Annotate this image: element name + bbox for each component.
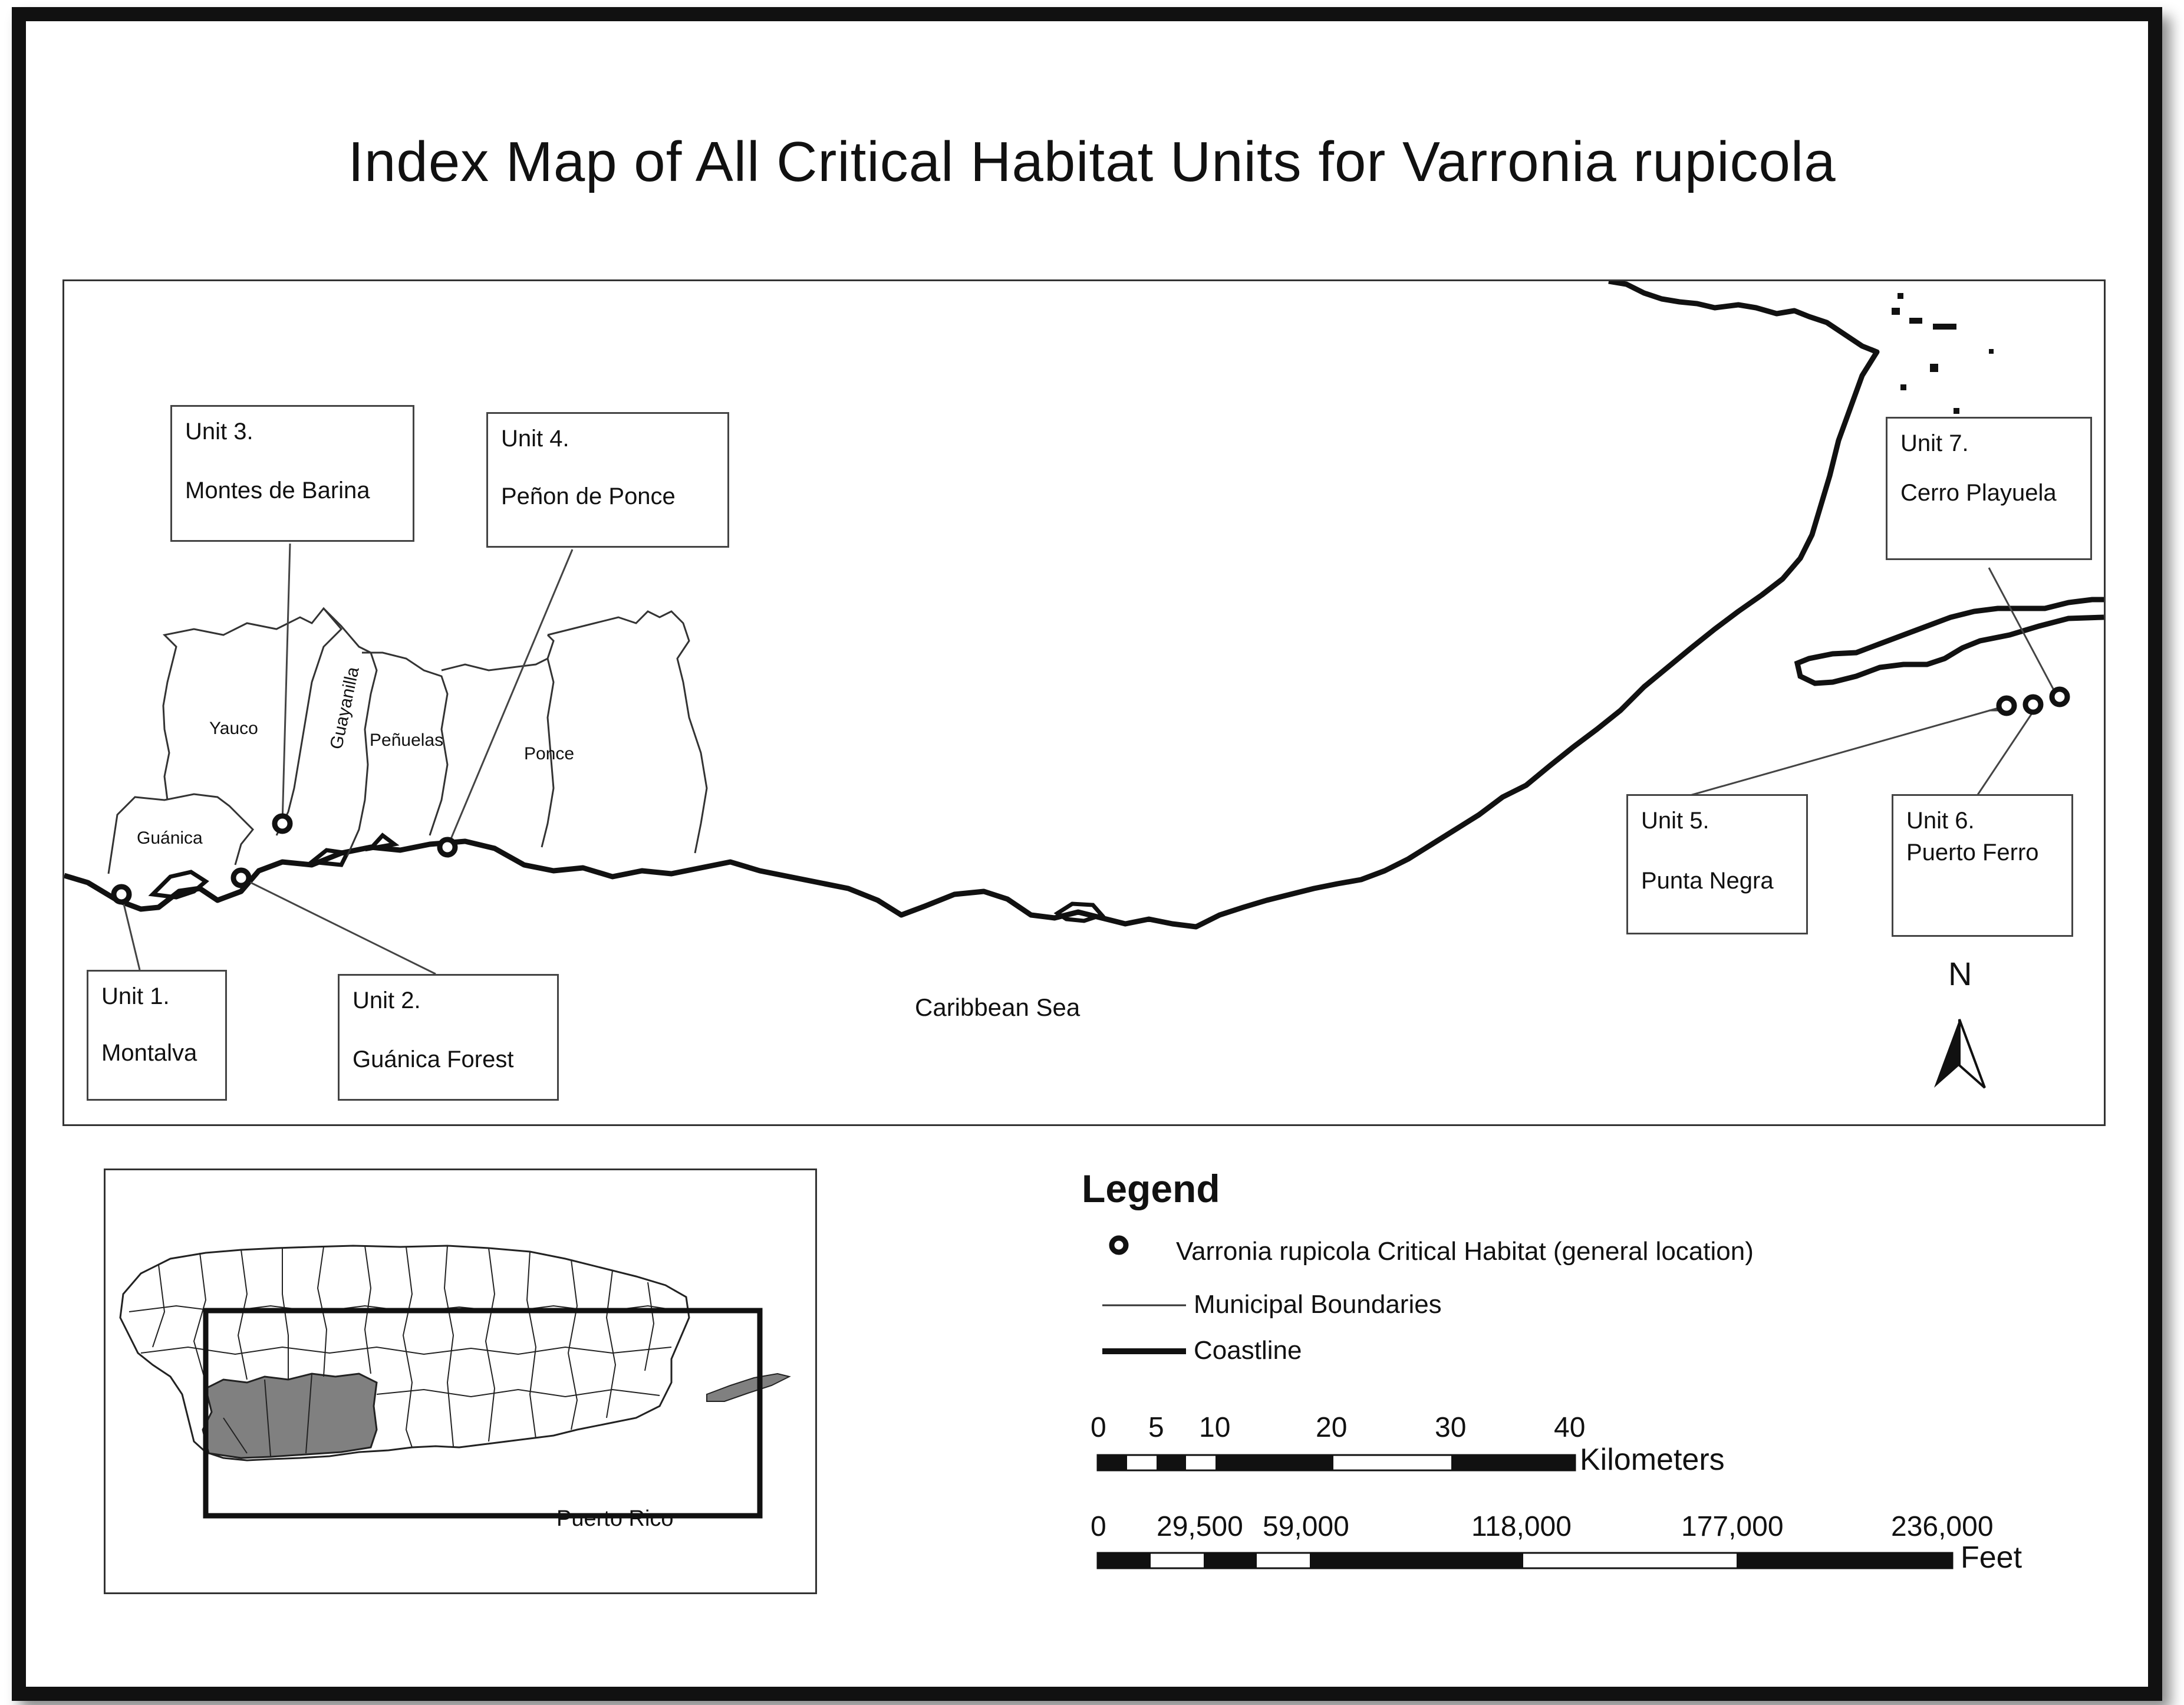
inset-vieques (707, 1374, 789, 1401)
municipality-label-yauco: Yauco (209, 719, 258, 738)
km-tick-20: 20 (1316, 1412, 1348, 1443)
unit-name: Punta Negra (1641, 868, 1774, 894)
ft-tick-59000: 59,000 (1263, 1511, 1349, 1542)
municipality-label-ponce: Ponce (524, 744, 575, 763)
unit-label-6 (1892, 794, 2073, 937)
km-scale-bar (1096, 1453, 1580, 1474)
coastline (64, 281, 1877, 927)
unit-id: Unit 6. (1906, 808, 1975, 834)
unit-label-4 (486, 412, 729, 548)
habitat-point-unit-4 (440, 840, 455, 855)
feet-scale-bar (1096, 1551, 1957, 1572)
habitat-point-icon (1112, 1238, 1126, 1252)
habitat-point-unit-1 (114, 887, 129, 902)
inset-highlight (203, 1374, 377, 1458)
unit-name: Guánica Forest (353, 1046, 514, 1072)
inset-canvas (106, 1170, 815, 1592)
unit-id: Unit 4. (501, 426, 569, 452)
ft-tick-29500: 29,500 (1157, 1511, 1243, 1542)
km-tick-40: 40 (1554, 1412, 1586, 1443)
km-tick-30: 30 (1435, 1412, 1467, 1443)
legend-label-habitat: Varronia rupicola Critical Habitat (general location) (1176, 1237, 1754, 1266)
unit-id: Unit 5. (1641, 808, 1709, 834)
unit-name: Peñon de Ponce (501, 483, 676, 509)
unit-name: Cerro Playuela (1900, 480, 2057, 506)
inset-map (104, 1169, 817, 1594)
island (1797, 600, 2104, 683)
municipality-label-penuelas: Peñuelas (370, 730, 444, 750)
ft-tick-0: 0 (1091, 1511, 1106, 1542)
km-unit-label: Kilometers (1580, 1443, 1725, 1477)
unit-name: Montes de Barina (185, 478, 370, 503)
ft-tick-177000: 177,000 (1681, 1511, 1784, 1542)
ft-tick-118000: 118,000 (1471, 1511, 1572, 1542)
unit-id: Unit 7. (1900, 430, 1969, 456)
habitat-point-unit-5 (1999, 698, 2014, 713)
unit-name: Montalva (101, 1040, 197, 1066)
inset-label: Puerto Rico (556, 1506, 674, 1531)
habitat-point-unit-7 (2052, 689, 2067, 705)
unit-id: Unit 3. (185, 419, 253, 445)
north-label: N (1948, 955, 1972, 992)
main-map (62, 279, 2106, 1126)
feet-unit-label: Feet (1961, 1541, 2022, 1575)
municipality-label-guayanilla: Guayanilla (327, 665, 363, 751)
km-tick-10: 10 (1199, 1412, 1231, 1443)
legend-label-coastline: Coastline (1194, 1336, 1302, 1365)
unit-name: Puerto Ferro (1906, 840, 2039, 865)
legend-label-municipal: Municipal Boundaries (1194, 1290, 1442, 1319)
legend-title: Legend (1082, 1167, 1220, 1210)
unit-label-2 (338, 974, 559, 1101)
habitat-point-unit-2 (233, 870, 249, 886)
km-tick-5: 5 (1148, 1412, 1164, 1443)
unit-id: Unit 2. (353, 988, 421, 1013)
north-arrow-icon (1934, 1019, 1985, 1088)
coast-feature (371, 835, 394, 848)
water-label: Caribbean Sea (915, 993, 1081, 1021)
unit-label-3 (170, 405, 414, 542)
unit-label-5 (1626, 794, 1808, 934)
municipality-label-guanica: Guánica (137, 828, 203, 848)
ft-tick-236000: 236,000 (1891, 1511, 1994, 1542)
habitat-point-unit-6 (2025, 697, 2041, 712)
habitat-point-unit-3 (275, 816, 290, 831)
map-title: Index Map of All Critical Habitat Units for Varronia rupicola (348, 130, 1836, 193)
unit-label-7 (1886, 417, 2092, 560)
unit-label-1 (87, 970, 227, 1101)
unit-id: Unit 1. (101, 983, 170, 1009)
km-tick-0: 0 (1091, 1412, 1106, 1443)
